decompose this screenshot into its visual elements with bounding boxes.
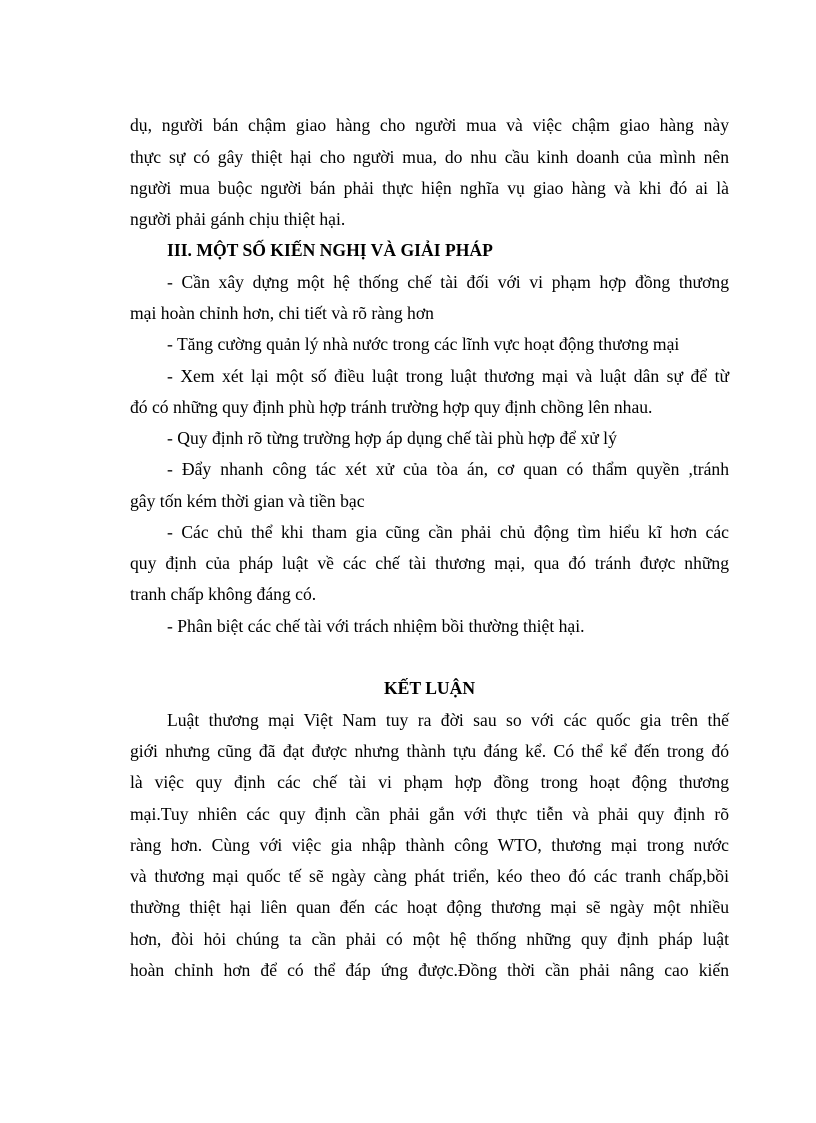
text-line: dụ, người bán chậm giao hàng cho người mua và việc chậm giao hàng này — [130, 115, 729, 135]
text-line: thường thiệt hại liên quan đến các hoạt động thương mại sẽ ngày một nhiều — [130, 897, 729, 917]
list-item: - Xem xét lại một số điều luật trong luật thương mại và luật dân sự để từ — [167, 366, 729, 386]
list-item: - Quy định rõ từng trường hợp áp dụng chế tài phù hợp để xử lý — [167, 428, 617, 448]
list-item: - Tăng cường quản lý nhà nước trong các lĩnh vực hoạt động thương mại — [167, 334, 680, 354]
text-line: ràng hơn. Cùng với việc gia nhập thành công WTO, thương mại trong nước — [130, 835, 729, 855]
text-line: và thương mại quốc tế sẽ ngày càng phát triển, kéo theo đó các tranh chấp,bồi — [130, 866, 729, 886]
list-item: - Đẩy nhanh công tác xét xử của tòa án, cơ quan có thẩm quyền ,tránh — [167, 459, 729, 479]
text-line: là việc quy định các chế tài vi phạm hợp đồng trong hoạt động thương — [130, 772, 729, 792]
text-line: hơn, đòi hỏi chúng ta cần phải có một hệ thống những quy định pháp luật — [130, 929, 729, 949]
text-line: giới nhưng cũng đã đạt được nhưng thành tựu đáng kể. Có thể kể đến trong đó — [130, 741, 729, 761]
section-heading: III. MỘT SỐ KIẾN NGHỊ VÀ GIẢI PHÁP — [167, 240, 493, 260]
text-line: người phải gánh chịu thiệt hại. — [130, 209, 346, 229]
text-line: đó có những quy định phù hợp tránh trường hợp quy định chồng lên nhau. — [130, 397, 653, 417]
text-line: mại hoàn chỉnh hơn, chi tiết và rõ ràng hơn — [130, 303, 434, 323]
text-line: gây tốn kém thời gian và tiền bạc — [130, 491, 365, 511]
text-line: thực sự có gây thiệt hại cho người mua, do nhu cầu kinh doanh của mình nên — [130, 147, 729, 167]
list-item: - Cần xây dựng một hệ thống chế tài đối với vi phạm hợp đồng thương — [167, 272, 729, 292]
text-line: mại.Tuy nhiên các quy định cần phải gắn với thực tiễn và phải quy định rõ — [130, 804, 729, 824]
text-line: tranh chấp không đáng có. — [130, 584, 317, 604]
list-item: - Phân biệt các chế tài với trách nhiệm bồi thường thiệt hại. — [167, 616, 585, 636]
conclusion-heading: KẾT LUẬN — [383, 678, 476, 698]
text-line: quy định của pháp luật về các chế tài thương mại, qua đó tránh được những — [130, 553, 729, 573]
text-line: hoàn chỉnh hơn để có thể đáp ứng được.Đồng thời cần phải nâng cao kiến — [130, 960, 729, 980]
text-line: Luật thương mại Việt Nam tuy ra đời sau so với các quốc gia trên thế — [167, 710, 729, 730]
text-line: người mua buộc người bán phải thực hiện nghĩa vụ giao hàng và khi đó ai là — [130, 178, 729, 198]
list-item: - Các chủ thể khi tham gia cũng cần phải chủ động tìm hiểu kĩ hơn các — [167, 522, 729, 542]
